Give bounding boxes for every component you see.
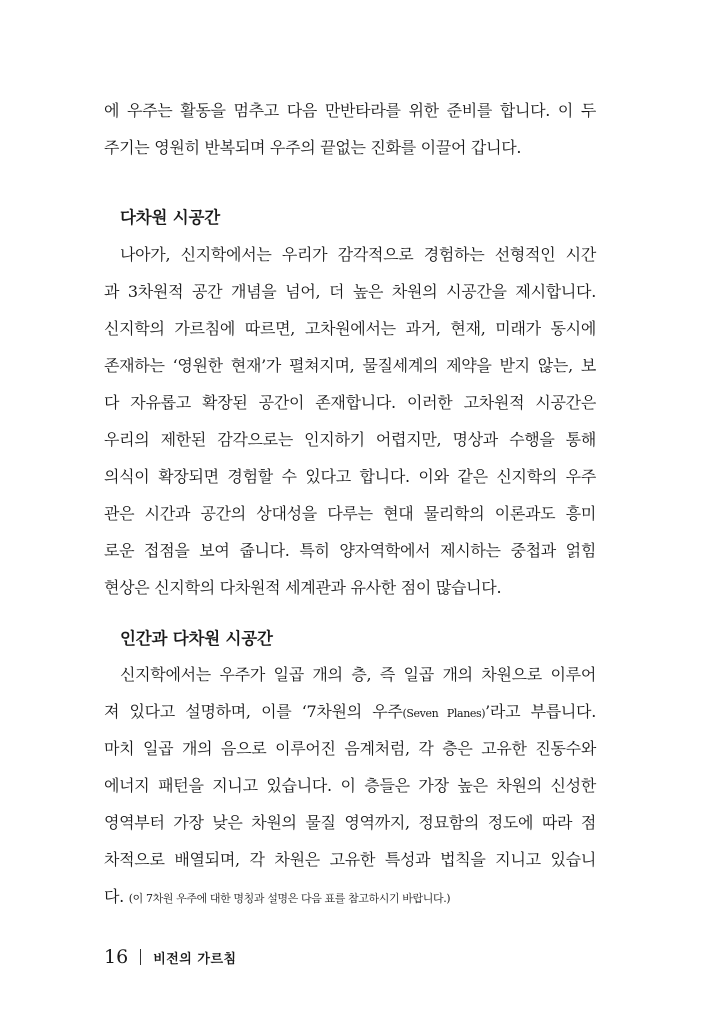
text-line: 주기는 영원히 반복되며 우주의 끝없는 진화를 이끌어 갑니다. [104, 138, 522, 157]
text-line: 현상은 신지학의 다차원적 세계관과 유사한 점이 많습니다. [104, 578, 502, 597]
text-line: 로운 접점을 보여 줍니다. 특히 양자역학에서 제시하는 중첩과 얽힘 [104, 541, 596, 560]
page-number: 16 [104, 946, 129, 968]
text-line: 우리의 제한된 감각으로는 인지하기 어렵지만, 명상과 수행을 통해 [104, 430, 596, 449]
section-heading-multidimensional-spacetime: 다차원 시공간 [120, 208, 220, 227]
section1-paragraph [104, 236, 596, 606]
text-segment: ’라고 부릅니다. [485, 702, 596, 721]
section-heading-human-and-multidimensional-spacetime: 인간과 다차원 시공간 [120, 629, 273, 648]
text-line: 관은 시간과 공간의 상대성을 다루는 현대 물리학의 이론과도 흥미 [104, 504, 596, 523]
text-line: 마치 일곱 개의 음으로 이루어진 음계처럼, 각 층은 고유한 진동수와 [104, 739, 596, 758]
text-segment: 져 있다고 설명하며, 이를 ‘7차원의 우주 [104, 702, 403, 721]
text-line: 다 자유롭고 확장된 공간이 존재합니다. 이러한 고차원적 시공간은 [104, 393, 596, 412]
text-segment: 다. [104, 887, 124, 906]
text-line: 과 3차원적 공간 개념을 넘어, 더 높은 차원의 시공간을 제시합니다. [104, 282, 596, 301]
footer-divider [140, 949, 141, 965]
text-line: 에너지 패턴을 지니고 있습니다. 이 층들은 가장 높은 차원의 신성한 [104, 776, 596, 795]
text-line: 의식이 확장되면 경험할 수 있다고 합니다. 이와 같은 신지학의 우주 [104, 467, 596, 486]
english-term: (Seven Planes) [402, 707, 486, 720]
text-line: 신지학의 가르침에 따르면, 고차원에서는 과거, 현재, 미래가 동시에 [104, 319, 596, 338]
page-footer [104, 942, 237, 972]
text-line [104, 693, 596, 730]
text-line: 신지학에서는 우주가 일곱 개의 층, 즉 일곱 개의 차원으로 이루어 [120, 665, 596, 684]
section2-paragraph [104, 656, 596, 915]
text-line: 존재하는 ‘영원한 현재’가 펼쳐지며, 물질세계의 제약을 받지 않는, 보 [104, 356, 596, 375]
table-reference-note: (이 7차원 우주에 대한 명칭과 설명은 다음 표를 참고하시기 바랍니다.) [128, 892, 451, 905]
text-line [104, 878, 596, 915]
intro-paragraph [104, 92, 596, 166]
text-line: 에 우주는 활동을 멈추고 다음 만반타라를 위한 준비를 합니다. 이 두 [104, 101, 596, 120]
text-line: 나아가, 신지학에서는 우리가 감각적으로 경험하는 선형적인 시간 [120, 245, 596, 264]
text-line: 영역부터 가장 낮은 차원의 물질 영역까지, 정묘함의 정도에 따라 점 [104, 813, 596, 832]
running-title: 비전의 가르침 [153, 952, 237, 967]
text-line: 차적으로 배열되며, 각 차원은 고유한 특성과 법칙을 지니고 있습니 [104, 850, 596, 869]
